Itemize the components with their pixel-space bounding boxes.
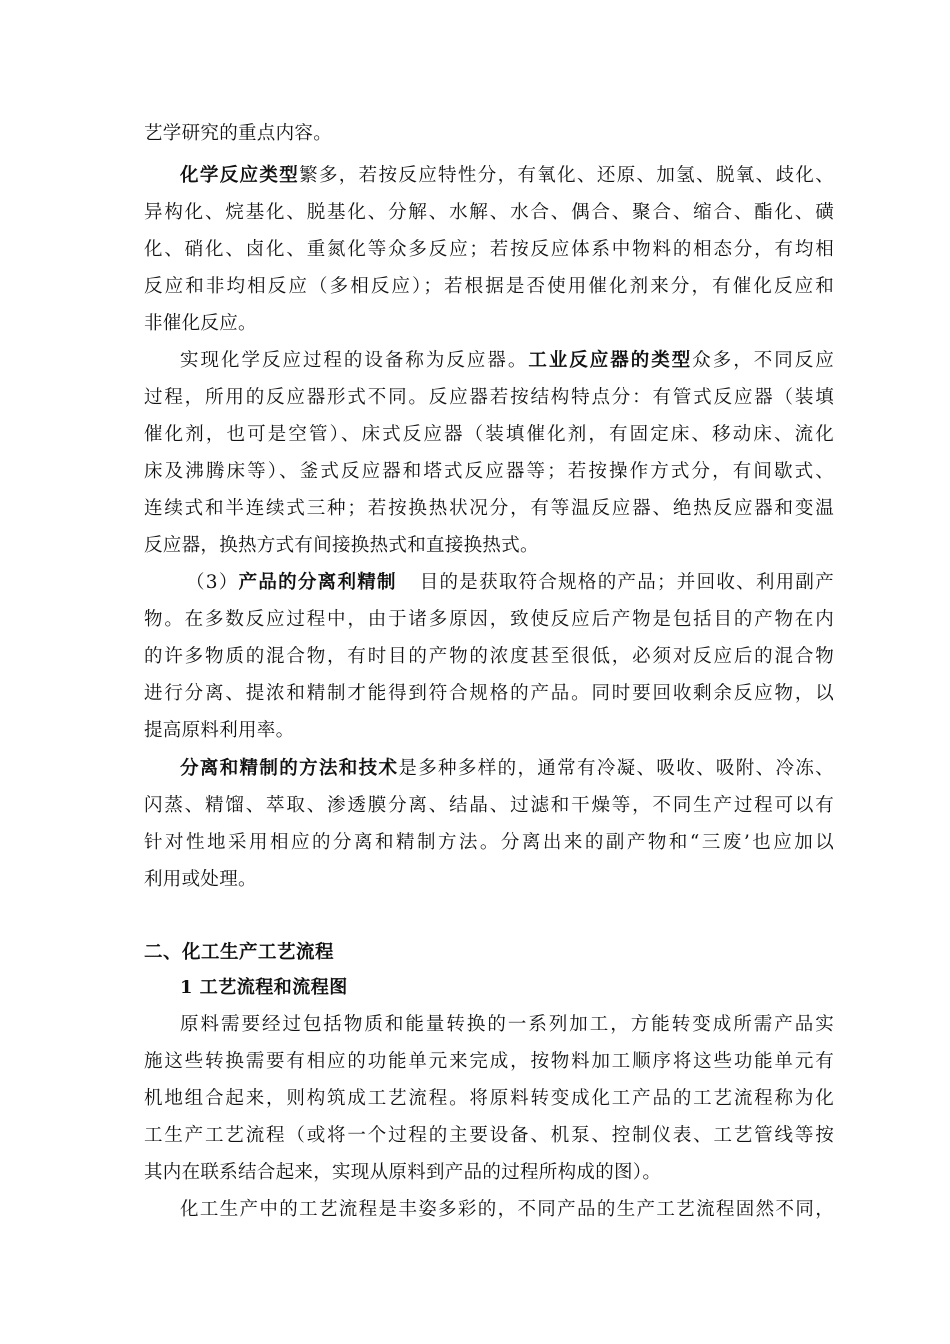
paragraph-line: 工生产工艺流程（或将一个过程的主要设备、机泵、控制仪表、工艺管线等按	[144, 1125, 834, 1146]
paragraph-line: 异构化、烷基化、脱基化、分解、水解、水合、偶合、聚合、缩合、酯化、磺	[144, 202, 834, 223]
paragraph-line: 过程，所用的反应器形式不同。反应器若按结构特点分：有管式反应器（装填	[144, 387, 834, 408]
paragraph-line: 提高原料利用率。	[144, 720, 295, 741]
paragraph-line: 进行分离、提浓和精制才能得到符合规格的产品。同时要回收剩余反应物，以	[144, 683, 834, 704]
bold-term: 化学反应类型	[180, 165, 300, 186]
paragraph-line: 化工生产中的工艺流程是丰姿多彩的，不同产品的生产工艺流程固然不同，	[180, 1199, 834, 1220]
paragraph-line: 分离和精制的方法和技术是多种多样的，通常有冷凝、吸收、吸附、冷冻、	[180, 758, 834, 779]
paragraph-line: 反应器，换热方式有间接换热式和直接换热式。	[144, 535, 539, 556]
paragraph-line: 利用或处理。	[144, 869, 257, 890]
paragraph-line: 化、硝化、卤化、重氮化等众多反应；若按反应体系中物料的相态分，有均相	[144, 239, 834, 260]
paragraph-line: 物。在多数反应过程中，由于诸多原因，致使反应后产物是包括目的产物在内	[144, 609, 834, 630]
paragraph-line: 其内在联系结合起来，实现从原料到产品的过程所构成的图）。	[144, 1162, 662, 1183]
subsection-heading: 1 工艺流程和流程图	[180, 977, 348, 998]
bold-term: 分离和精制的方法和技术	[180, 758, 399, 779]
paragraph-line: 连续式和半连续式三种；若按换热状况分，有等温反应器、绝热反应器和变温	[144, 498, 834, 519]
section-heading: 二、化工生产工艺流程	[144, 942, 335, 963]
paragraph-line: 艺学研究的重点内容。	[144, 123, 333, 144]
paragraph-line: 催化剂，也可是空管）、床式反应器（装填催化剂，有固定床、移动床、流化	[144, 424, 834, 445]
paragraph-line: 反应和非均相反应（多相反应）；若根据是否使用催化剂来分，有催化反应和	[144, 276, 834, 297]
paragraph-line: 闪蒸、精馏、萃取、渗透膜分离、结晶、过滤和干燥等，不同生产过程可以有	[144, 795, 834, 816]
paragraph-line: 针对性地采用相应的分离和精制方法。分离出来的副产物和“三废’也应加以	[144, 832, 834, 853]
paragraph-line: 施这些转换需要有相应的功能单元来完成，按物料加工顺序将这些功能单元有	[144, 1051, 834, 1072]
bold-term: 工业反应器的类型	[528, 350, 693, 371]
paragraph-line: 原料需要经过包括物质和能量转换的一系列加工，方能转变成所需产品实	[180, 1014, 834, 1035]
bold-term: 产品的分离利精制	[238, 572, 397, 593]
paragraph-line: 实现化学反应过程的设备称为反应器。工业反应器的类型众多，不同反应	[180, 350, 834, 371]
paragraph-line: （3）产品的分离利精制 目的是获取符合规格的产品；并回收、利用副产	[186, 572, 834, 593]
paragraph-line: 的许多物质的混合物，有时目的产物的浓度甚至很低，必须对反应后的混合物	[144, 646, 834, 667]
paragraph-line: 机地组合起来，则构筑成工艺流程。将原料转变成化工产品的工艺流程称为化	[144, 1088, 834, 1109]
paragraph-line: 床及沸腾床等）、釜式反应器和塔式反应器等；若按操作方式分，有间歇式、	[144, 461, 834, 482]
paragraph-line: 非催化反应。	[144, 313, 257, 334]
paragraph-line: 化学反应类型繁多，若按反应特性分，有氧化、还原、加氢、脱氧、歧化、	[180, 165, 834, 186]
